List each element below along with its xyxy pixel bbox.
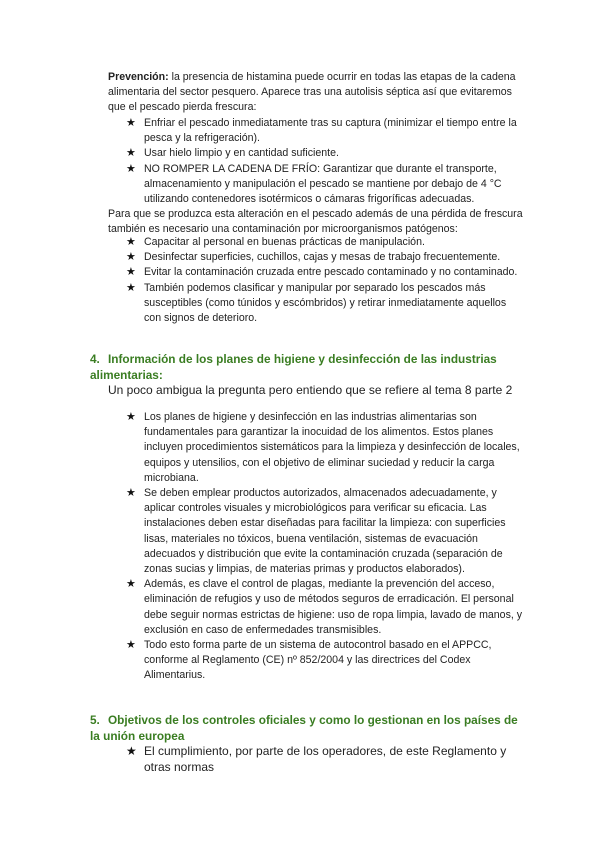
section-title: Objetivos de los controles oficiales y como lo gestionan en los países de la unión europea: [90, 713, 518, 743]
star-bullet-icon: ★: [126, 487, 136, 500]
list-item: ★ El cumplimiento, por parte de los operadores, de este Reglamento y otras normas: [126, 744, 507, 774]
list-item: ★ Los planes de higiene y desinfección en las industrias alimentarias son fundamentales para garantizar la inocuidad de los alimentos. Estos planes incluyen procedimientos sistemáticos para la limpieza y desinfección de locales, equipos y utensilios, con el objetivo de eliminar suciedad y reducir la carga microbiana.: [126, 411, 520, 484]
star-bullet-icon: ★: [126, 162, 136, 175]
star-bullet-icon: ★: [126, 117, 136, 129]
section-4-heading: [90, 351, 530, 383]
list-item: ★ Además, es clave el control de plagas, mediante la prevención del acceso, eliminación de refugios y uso de métodos seguros de erradicación. El personal debe seguir normas estrictas de higiene: uso de ropa limpia, lavado de manos, y exclusión en caso de enfermedades transmisibles.: [126, 578, 523, 636]
section-title: Información de los planes de higiene y desinfección de las industrias alimentarias:: [90, 352, 497, 382]
prevencion-text: la presencia de histamina puede ocurrir en todas las etapas de la cadena alimentaria del sector pesquero. Aparece tras una autolisis séptica así que evitaremos que el pescado pierda frescura:: [108, 71, 516, 114]
star-bullet-icon: ★: [126, 236, 136, 248]
list-item: ★ Enfriar el pescado inmediatamente tras su captura (minimizar el tiempo entre la pesca y la refrigeración).: [126, 117, 517, 145]
section-number: 4.: [90, 352, 100, 366]
list-item: ★ NO ROMPER LA CADENA DE FRÍO: Garantizar que durante el transporte, almacenamiento y manipulación el pescado se mantiene por debajo de 4 °C utilizando contenedores isotérmicos o cámaras frigoríficas adecuadas.: [126, 162, 502, 206]
star-bullet-icon: ★: [126, 266, 136, 279]
star-bullet-icon: ★: [126, 578, 136, 591]
list-item: ★ Todo esto forma parte de un sistema de autocontrol basado en el APPCC, conforme al Reglamento (CE) nº 852/2004 y las directrices del Codex Alimentarius.: [126, 639, 492, 682]
star-bullet-icon: ★: [126, 281, 136, 294]
list-item: ★ También podemos clasificar y manipular por separado los pescados más susceptibles (como túnidos y escómbridos) y retirar inmediatamente aquellos con signos de deterioro.: [126, 281, 507, 325]
list-item: ★ Se deben emplear productos autorizados, almacenados adecuadamente, y aplicar controles visuales y microbiológicos para verificar su eficacia. Las instalaciones deben estar diseñadas para facilitar la limpieza: con superficies lisas, materiales no tóxicos, buena ventilación, sistemas de evacuación adecuados y distribución que evite la contaminación cruzada (separación de zonas sucias y limpias, de materias primas y productos elaborados).: [126, 487, 506, 576]
star-bullet-icon: ★: [126, 744, 137, 758]
patogenos-intro: Para que se produzca esta alteración en el pescado además de una pérdida de frescura también es necesario una contaminación por microorganismos patógenos:: [108, 208, 523, 236]
star-bullet-icon: ★: [126, 147, 136, 160]
list-item: ★ Capacitar al personal en buenas prácticas de manipulación.: [126, 235, 526, 250]
list-item: ★ Desinfectar superficies, cuchillos, cajas y mesas de trabajo frecuentemente.: [126, 250, 526, 265]
patogenos-list: [126, 235, 526, 326]
star-bullet-icon: ★: [126, 411, 136, 423]
section-5-heading: [90, 712, 530, 744]
prevencion-label: Prevención:: [108, 71, 169, 83]
section-4-list: [126, 410, 526, 684]
section-5-list: [126, 743, 526, 775]
star-bullet-icon: ★: [126, 639, 136, 652]
section-number: 5.: [90, 713, 100, 727]
list-item: ★ Usar hielo limpio y en cantidad suficiente.: [126, 146, 526, 161]
star-bullet-icon: ★: [126, 251, 136, 264]
prevencion-list: [126, 116, 526, 207]
prevencion-paragraph: [108, 70, 528, 116]
list-item: ★ Evitar la contaminación cruzada entre pescado contaminado y no contaminado.: [126, 265, 526, 280]
section-4-subtitle: Un poco ambigua la pregunta pero entiendo que se refiere al tema 8 parte 2: [108, 383, 513, 397]
